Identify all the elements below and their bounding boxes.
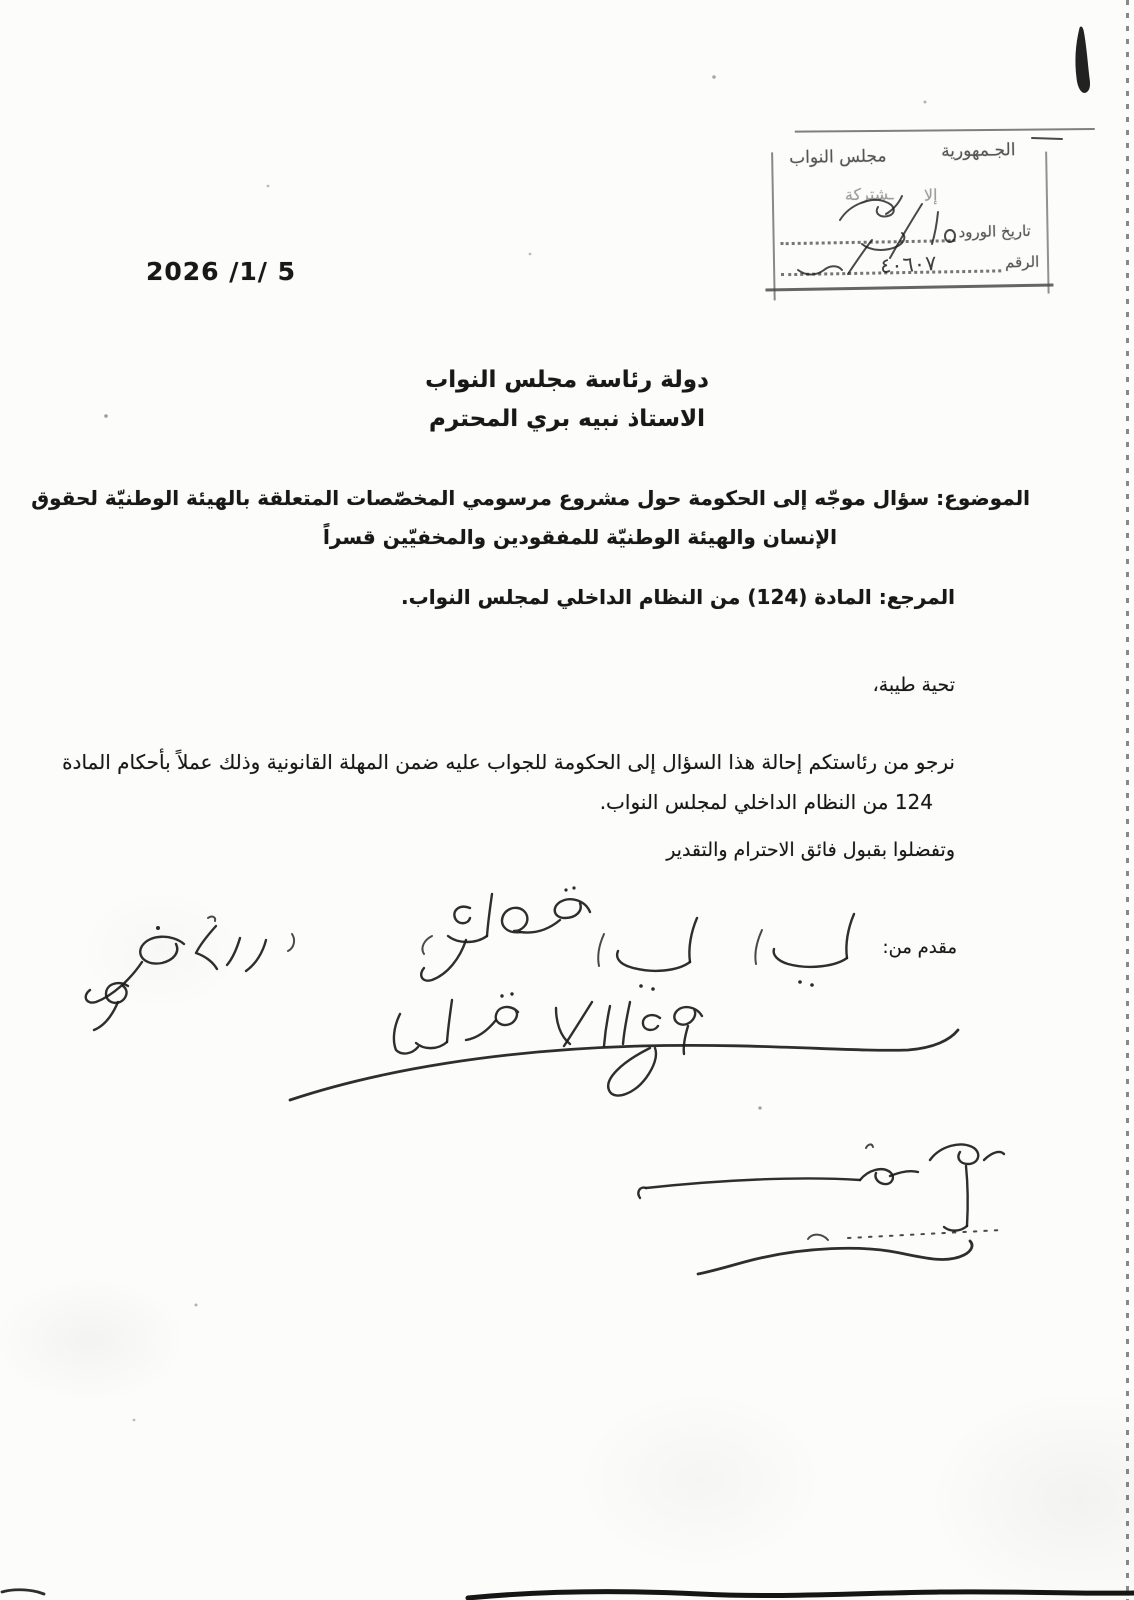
signature-underline-flourish <box>290 1030 958 1100</box>
stamp-org-right: الجـمهورية <box>940 140 1016 162</box>
stamp-handwritten-number: ٤٠٦٠٧ <box>879 251 937 279</box>
stamp-border-top <box>795 128 1095 133</box>
stamp-border-left <box>771 152 776 300</box>
body-line-2: 124 من النظام الداخلي لمجلس النواب. <box>599 790 933 814</box>
submitted-by-label: مقدم من: <box>882 937 957 958</box>
stamp-number-dotted-line <box>781 269 1001 276</box>
subject-line-2: الإنسان والهيئة الوطنيّة للمفقودين والمخفيّين قسراً <box>323 525 837 549</box>
bottom-edge-artifact <box>468 1592 1134 1598</box>
date-annotation: 2026 /1/ 5 <box>146 257 297 286</box>
stamp-sub-left: ـشتركة <box>844 184 894 205</box>
heading-line-1: دولة رئاسة مجلس النواب <box>425 367 709 393</box>
stamp-border-right <box>1045 152 1049 294</box>
signature-row-2 <box>394 992 702 1054</box>
addressee-heading <box>0 361 1134 439</box>
received-stamp <box>760 111 1055 294</box>
stamp-sub-right: إلا <box>923 185 938 205</box>
subject-block <box>31 479 1030 557</box>
greeting-line: تحية طيبة، <box>872 674 955 696</box>
pen-mark-top-right <box>1076 27 1090 92</box>
reference-line: المرجع: المادة (124) من النظام الداخلي لمجلس النواب. <box>401 585 955 609</box>
stamp-date-received-label: تاريخ الورود <box>958 221 1031 242</box>
body-line-1: نرجو من رئاستكم إحالة هذا السؤال إلى الحكومة للجواب عليه ضمن المهلة القانونية وذلك عملاً بأحكام المادة <box>62 750 955 774</box>
stamp-border-bottom <box>765 283 1053 291</box>
signature-bottom-right <box>638 1144 1004 1274</box>
body-paragraph <box>62 742 955 822</box>
signature-row-1 <box>86 886 854 1030</box>
stamp-date-dotted-line <box>781 239 956 245</box>
stamp-number-label: الرقم <box>1004 252 1040 272</box>
subject-line-1: الموضوع: سؤال موجّه إلى الحكومة حول مشروع مرسومي المخصّصات المتعلقة بالهيئة الوطنيّة لحقوق <box>31 486 1030 510</box>
right-edge-scan-artifact <box>1126 0 1129 1600</box>
closing-line: وتفضلوا بقبول فائق الاحترام والتقدير <box>666 839 955 861</box>
stamp-org-left: مجلس النواب <box>789 146 887 169</box>
bottom-left-edge-mark <box>2 1590 44 1594</box>
heading-line-2: الاستاذ نبيه بري المحترم <box>429 406 705 432</box>
